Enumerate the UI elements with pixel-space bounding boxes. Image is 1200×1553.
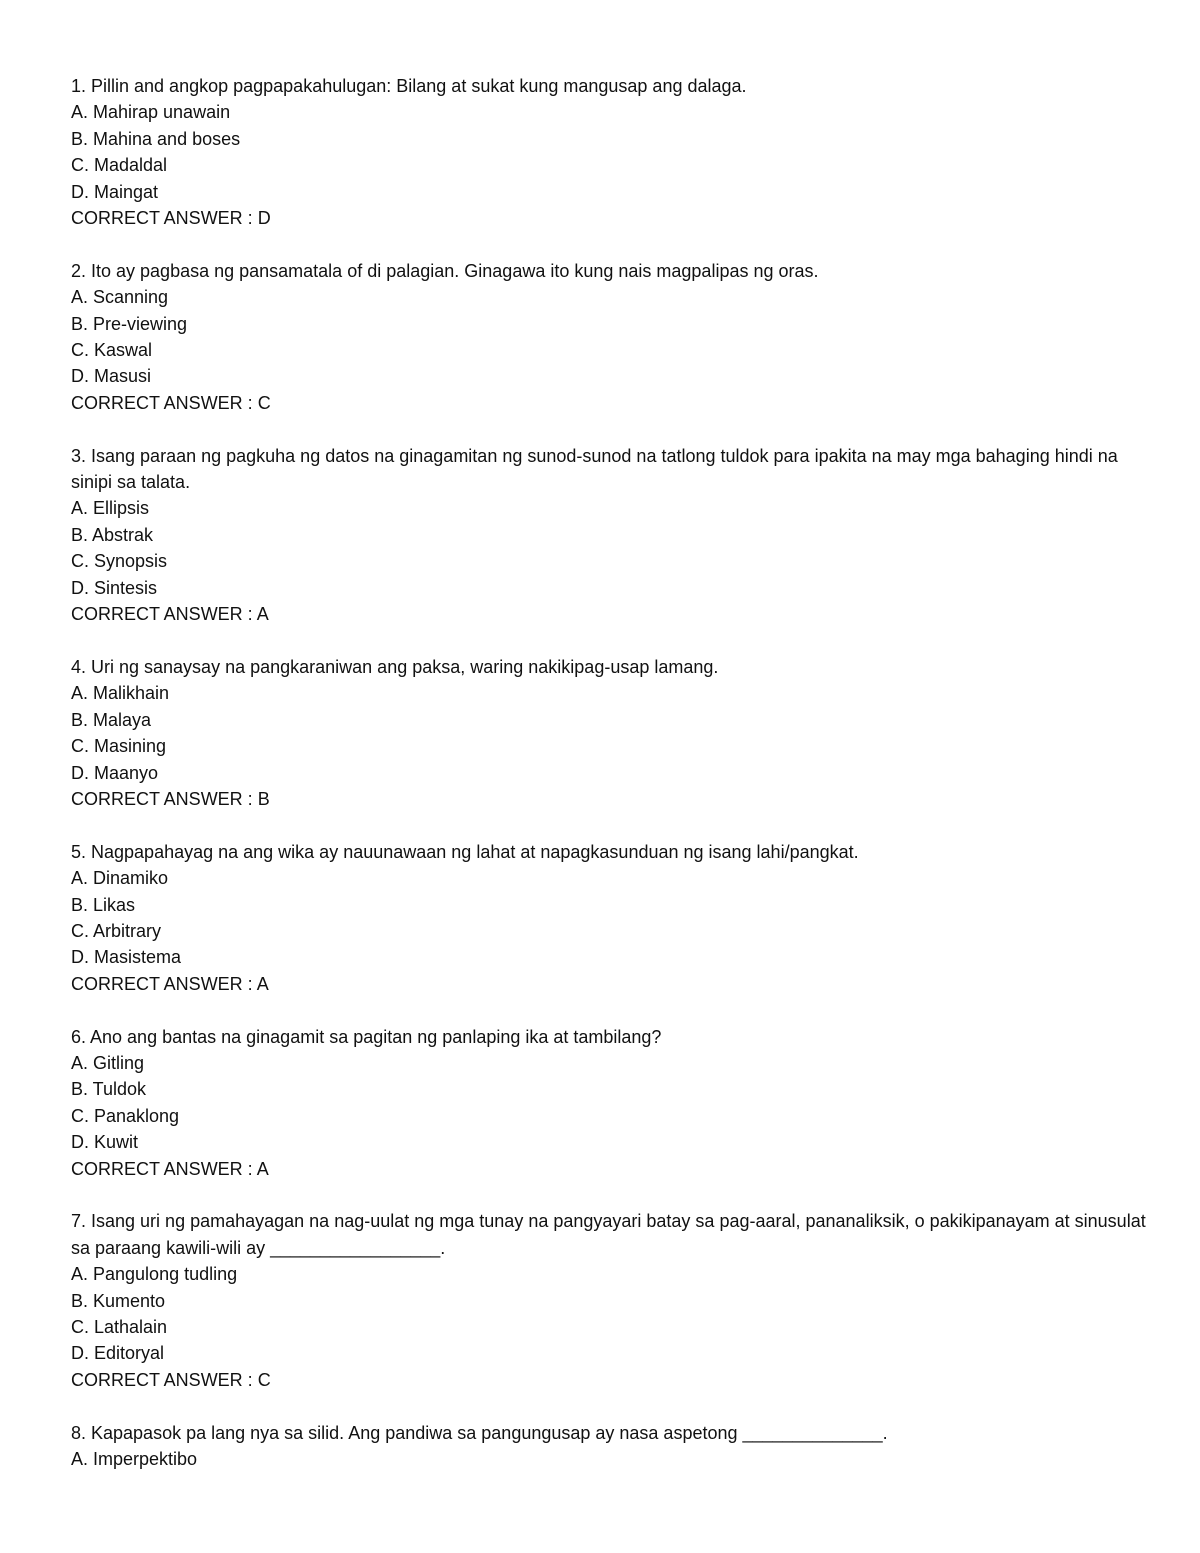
question-prompt: 7. Isang uri ng pamahayagan na nag-uulat ng mga tunay na pangyayari batay sa pag-aaral, pananaliksik, o pakikipanayam at sinusulat sa paraang kawili-wili ay _________________.	[71, 1211, 1151, 1258]
option-d: D. Editoryal	[71, 1343, 165, 1364]
question-2	[71, 258, 1151, 416]
correct-answer: CORRECT ANSWER : C	[71, 392, 271, 413]
question-prompt: 3. Isang paraan ng pagkuha ng datos na ginagamitan ng sunod-sunod na tatlong tuldok para ipakita na may mga bahaging hindi na sinipi sa talata.	[71, 445, 1123, 493]
option-a: A. Gitling	[71, 1052, 145, 1073]
option-d: D. Masistema	[71, 947, 182, 968]
option-d: D. Maanyo	[71, 762, 159, 783]
correct-answer: CORRECT ANSWER : A	[71, 1158, 269, 1179]
option-d: D. Kuwit	[71, 1132, 139, 1153]
question-4	[71, 654, 1151, 812]
question-prompt: 5. Nagpapahayag na ang wika ay nauunawaan ng lahat at napagkasunduan ng isang lahi/pangkat.	[71, 841, 859, 862]
correct-answer: CORRECT ANSWER : D	[71, 208, 271, 229]
option-b: B. Kumento	[71, 1290, 166, 1311]
correct-answer: CORRECT ANSWER : A	[71, 973, 269, 994]
option-c: C. Masining	[71, 736, 167, 757]
option-b: B. Tuldok	[71, 1079, 147, 1100]
option-a: A. Pangulong tudling	[71, 1264, 238, 1285]
option-c: C. Lathalain	[71, 1317, 168, 1337]
question-1	[71, 73, 1151, 231]
question-prompt: 4. Uri ng sanaysay na pangkaraniwan ang paksa, waring nakikipag-usap lamang.	[71, 656, 719, 677]
question-3	[71, 443, 1151, 628]
option-b: B. Pre-viewing	[71, 313, 188, 334]
option-a: A. Mahirap unawain	[71, 102, 231, 123]
question-7	[71, 1208, 1151, 1393]
question-prompt: 6. Ano ang bantas na ginagamit sa pagitan ng panlaping ika at tambilang?	[71, 1026, 662, 1047]
option-d: D. Masusi	[71, 366, 152, 387]
option-c: C. Panaklong	[71, 1105, 180, 1126]
option-b: B. Malaya	[71, 709, 152, 730]
option-d: D. Sintesis	[71, 577, 158, 598]
option-a: A. Ellipsis	[71, 498, 150, 519]
option-c: C. Madaldal	[71, 155, 168, 176]
question-prompt: 2. Ito ay pagbasa ng pansamatala of di palagian. Ginagawa ito kung nais magpalipas ng oras.	[71, 260, 819, 281]
option-a: A. Malikhain	[71, 683, 170, 704]
question-5	[71, 839, 1151, 997]
option-a: A. Dinamiko	[71, 868, 169, 889]
question-prompt: 8. Kapapasok pa lang nya sa silid. Ang pandiwa sa pangungusap ay nasa aspetong ______________.	[71, 1422, 888, 1443]
document-page	[71, 73, 1151, 1472]
option-a: A. Scanning	[71, 287, 169, 308]
option-b: B. Likas	[71, 894, 136, 915]
option-a: A. Imperpektibo	[71, 1449, 198, 1470]
option-b: B. Mahina and boses	[71, 128, 241, 149]
option-d: D. Maingat	[71, 181, 159, 202]
option-c: C. Arbitrary	[71, 920, 162, 941]
question-prompt: 1. Pillin and angkop pagpapakahulugan: Bilang at sukat kung mangusap ang dalaga.	[71, 76, 747, 96]
correct-answer: CORRECT ANSWER : A	[71, 604, 269, 625]
question-6	[71, 1024, 1151, 1182]
option-c: C. Synopsis	[71, 551, 168, 572]
option-b: B. Abstrak	[71, 524, 154, 545]
option-c: C. Kaswal	[71, 340, 153, 361]
correct-answer: CORRECT ANSWER : B	[71, 788, 270, 809]
question-8	[71, 1420, 1151, 1473]
correct-answer: CORRECT ANSWER : C	[71, 1369, 271, 1390]
